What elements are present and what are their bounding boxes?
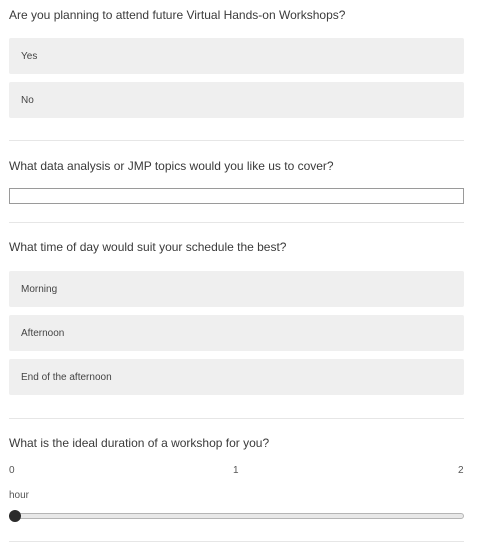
slider-unit-label: hour bbox=[9, 490, 30, 501]
option-no[interactable] bbox=[9, 82, 464, 118]
question-attend-future: Are you planning to attend future Virtual Hands-on Workshops? bbox=[9, 8, 346, 22]
slider-tick-mid: 1 bbox=[233, 465, 239, 476]
slider-tick-min: 0 bbox=[9, 465, 15, 476]
divider bbox=[9, 418, 464, 419]
option-morning[interactable] bbox=[9, 271, 464, 307]
question-topics: What data analysis or JMP topics would you like us to cover? bbox=[9, 159, 334, 173]
divider bbox=[9, 541, 464, 542]
topics-input[interactable] bbox=[9, 188, 464, 204]
option-label: Yes bbox=[21, 50, 38, 62]
option-afternoon[interactable] bbox=[9, 315, 464, 351]
option-yes[interactable] bbox=[9, 38, 464, 74]
option-label: End of the afternoon bbox=[21, 371, 112, 383]
duration-slider-thumb[interactable] bbox=[9, 510, 21, 522]
divider bbox=[9, 222, 464, 223]
slider-tick-max: 2 bbox=[458, 465, 464, 476]
divider bbox=[9, 140, 464, 141]
question-time-of-day: What time of day would suit your schedule the best? bbox=[9, 240, 287, 254]
question-duration: What is the ideal duration of a workshop for you? bbox=[9, 436, 270, 450]
option-label: No bbox=[21, 94, 34, 106]
option-label: Afternoon bbox=[21, 327, 65, 339]
option-label: Morning bbox=[21, 283, 58, 295]
option-end-of-afternoon[interactable] bbox=[9, 359, 464, 395]
duration-slider-track[interactable] bbox=[9, 513, 464, 519]
